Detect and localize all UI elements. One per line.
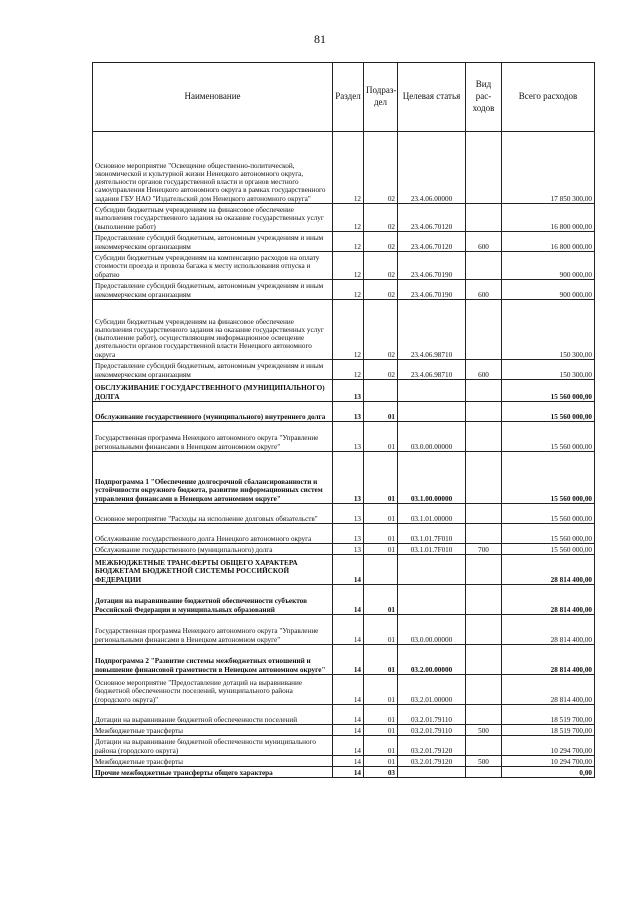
row-target-cell: 23.4.06.70120 (398, 232, 466, 252)
table-row (93, 544, 595, 555)
row-section-cell: 14 (333, 615, 364, 645)
row-expense-type-cell: 600 (466, 232, 502, 252)
row-total-cell: 15 560 000,00 (502, 402, 595, 422)
table-row (93, 524, 595, 544)
row-target-cell: 03.2.01.00000 (398, 675, 466, 705)
row-target-cell: 23.4.06.70190 (398, 252, 466, 280)
table-row (93, 675, 595, 705)
row-name-cell: Государственная программа Ненецкого автономного округа "Управление региональными финансами в Ненецком автономном округе" (93, 615, 333, 645)
row-expense-type-cell (466, 300, 502, 360)
row-subsection-cell: 02 (364, 232, 398, 252)
row-section-cell: 14 (333, 585, 364, 615)
row-name-cell: Дотации на выравнивание бюджетной обеспеченности поселений (93, 705, 333, 725)
row-total-cell: 15 560 000,00 (502, 380, 595, 402)
table-row (93, 585, 595, 615)
row-section-cell: 13 (333, 452, 364, 504)
row-expense-type-cell: 600 (466, 360, 502, 380)
row-expense-type-cell (466, 452, 502, 504)
row-target-cell (398, 555, 466, 585)
row-target-cell: 03.2.01.79120 (398, 756, 466, 767)
row-target-cell: 23.4.06.00000 (398, 132, 466, 204)
row-target-cell: 03.2.01.79110 (398, 725, 466, 736)
header-subsection: Подраз-дел (364, 63, 398, 132)
row-total-cell: 18 519 700,00 (502, 705, 595, 725)
header-expense-type: Вид рас-ходов (466, 63, 502, 132)
row-section-cell: 12 (333, 204, 364, 232)
row-total-cell: 10 294 700,00 (502, 736, 595, 756)
row-subsection-cell: 01 (364, 725, 398, 736)
row-subsection-cell: 01 (364, 402, 398, 422)
row-total-cell: 900 000,00 (502, 280, 595, 300)
row-section-cell: 14 (333, 767, 364, 778)
row-section-cell: 13 (333, 380, 364, 402)
row-expense-type-cell (466, 524, 502, 544)
row-total-cell: 15 560 000,00 (502, 452, 595, 504)
row-total-cell: 15 560 000,00 (502, 524, 595, 544)
row-target-cell: 03.2.01.79110 (398, 705, 466, 725)
row-expense-type-cell (466, 422, 502, 452)
row-expense-type-cell (466, 767, 502, 778)
row-expense-type-cell (466, 705, 502, 725)
row-name-cell: Субсидии бюджетным учреждениям на компенсацию расходов на оплату стоимости проезда и провоза багажа к месту использования отпуска и обратно (93, 252, 333, 280)
row-name-cell: Обслуживание государственного (муниципального) внутреннего долга (93, 402, 333, 422)
row-section-cell: 14 (333, 756, 364, 767)
row-subsection-cell: 01 (364, 615, 398, 645)
row-name-cell: Обслуживание государственного долга Ненецкого автономного округа (93, 524, 333, 544)
row-section-cell: 13 (333, 544, 364, 555)
row-expense-type-cell (466, 380, 502, 402)
row-name-cell: Обслуживание государственного (муниципального) долга (93, 544, 333, 555)
row-total-cell: 28 814 400,00 (502, 555, 595, 585)
row-section-cell: 14 (333, 705, 364, 725)
row-target-cell (398, 402, 466, 422)
row-section-cell: 14 (333, 555, 364, 585)
row-expense-type-cell: 500 (466, 725, 502, 736)
row-section-cell: 14 (333, 725, 364, 736)
row-total-cell: 16 800 000,00 (502, 232, 595, 252)
row-target-cell: 03.0.00.00000 (398, 615, 466, 645)
row-subsection-cell: 02 (364, 204, 398, 232)
row-section-cell: 12 (333, 360, 364, 380)
row-target-cell: 23.4.06.70190 (398, 280, 466, 300)
table-row (93, 705, 595, 725)
table-row (93, 360, 595, 380)
row-section-cell: 14 (333, 736, 364, 756)
table-row (93, 300, 595, 360)
row-subsection-cell: 02 (364, 280, 398, 300)
row-total-cell: 28 814 400,00 (502, 675, 595, 705)
row-expense-type-cell (466, 736, 502, 756)
row-expense-type-cell (466, 675, 502, 705)
table-row (93, 422, 595, 452)
row-expense-type-cell (466, 204, 502, 232)
row-total-cell: 15 560 000,00 (502, 544, 595, 555)
table-row (93, 232, 595, 252)
row-total-cell: 0,00 (502, 767, 595, 778)
row-subsection-cell: 02 (364, 252, 398, 280)
row-target-cell: 03.1.00.00000 (398, 452, 466, 504)
row-section-cell: 13 (333, 524, 364, 544)
row-subsection-cell: 01 (364, 756, 398, 767)
row-name-cell: Предоставление субсидий бюджетным, автономным учреждениям и иным некоммерческим организациям (93, 232, 333, 252)
row-section-cell: 13 (333, 422, 364, 452)
row-subsection-cell: 01 (364, 736, 398, 756)
row-total-cell: 18 519 700,00 (502, 725, 595, 736)
row-expense-type-cell (466, 615, 502, 645)
row-section-cell: 12 (333, 132, 364, 204)
row-subsection-cell: 01 (364, 544, 398, 555)
row-name-cell: Основное мероприятие "Предоставление дотаций на выравнивание бюджетной обеспеченности поселений, муниципального района (городского округа)" (93, 675, 333, 705)
row-name-cell: ОБСЛУЖИВАНИЕ ГОСУДАРСТВЕННОГО (МУНИЦИПАЛЬНОГО) ДОЛГА (93, 380, 333, 402)
table-row (93, 615, 595, 645)
row-total-cell: 150 300,00 (502, 360, 595, 380)
row-name-cell: Подпрограмма 2 "Развитие системы межбюджетных отношений и повышение финансовой грамотности в Ненецком автономном округе" (93, 645, 333, 675)
row-target-cell: 03.1.01.7F010 (398, 544, 466, 555)
row-target-cell: 03.2.01.79120 (398, 736, 466, 756)
row-total-cell: 16 800 000,00 (502, 204, 595, 232)
table-row (93, 252, 595, 280)
row-total-cell: 15 560 000,00 (502, 422, 595, 452)
row-total-cell: 15 560 000,00 (502, 504, 595, 524)
row-expense-type-cell: 600 (466, 280, 502, 300)
row-target-cell: 03.2.00.00000 (398, 645, 466, 675)
header-name: Наименование (93, 63, 333, 132)
row-expense-type-cell: 500 (466, 756, 502, 767)
row-name-cell: Дотации на выравнивание бюджетной обеспеченности субъектов Российской Федерации и муниципальных образований (93, 585, 333, 615)
row-total-cell: 28 814 400,00 (502, 585, 595, 615)
row-subsection-cell: 01 (364, 524, 398, 544)
row-target-cell: 03.1.01.00000 (398, 504, 466, 524)
row-name-cell: Субсидии бюджетным учреждениям на финансовое обеспечение выполнения государственного задания на оказание государственных услуг (выполнение работ), осуществляющим информационное освещение деятельности органов государственной власти Ненецкого автономного округа (93, 300, 333, 360)
table-row (93, 280, 595, 300)
row-section-cell: 13 (333, 504, 364, 524)
row-target-cell: 03.1.01.7F010 (398, 524, 466, 544)
header-section: Раздел (333, 63, 364, 132)
row-subsection-cell (364, 555, 398, 585)
row-target-cell: 23.4.06.98710 (398, 300, 466, 360)
row-subsection-cell: 01 (364, 422, 398, 452)
row-subsection-cell: 02 (364, 300, 398, 360)
row-section-cell: 14 (333, 645, 364, 675)
header-target: Целевая статья (398, 63, 466, 132)
table-row (93, 645, 595, 675)
row-name-cell: Дотации на выравнивание бюджетной обеспеченности муниципального района (городского округа) (93, 736, 333, 756)
table-row (93, 380, 595, 402)
row-total-cell: 150 300,00 (502, 300, 595, 360)
row-section-cell: 13 (333, 402, 364, 422)
row-subsection-cell: 02 (364, 132, 398, 204)
row-name-cell: Прочие межбюджетные трансферты общего характера (93, 767, 333, 778)
row-total-cell: 17 850 300,00 (502, 132, 595, 204)
budget-table (92, 62, 595, 778)
row-target-cell (398, 585, 466, 615)
row-expense-type-cell (466, 555, 502, 585)
table-row (93, 736, 595, 756)
row-total-cell: 10 294 700,00 (502, 756, 595, 767)
table-row (93, 452, 595, 504)
table-header-row (93, 63, 595, 132)
row-subsection-cell (364, 380, 398, 402)
row-section-cell: 12 (333, 252, 364, 280)
row-name-cell: Основное мероприятие "Расходы на исполнение долговых обязательств" (93, 504, 333, 524)
row-subsection-cell: 01 (364, 452, 398, 504)
table-row (93, 204, 595, 232)
row-section-cell: 12 (333, 300, 364, 360)
row-expense-type-cell (466, 585, 502, 615)
table-row (93, 132, 595, 204)
row-name-cell: МЕЖБЮДЖЕТНЫЕ ТРАНСФЕРТЫ ОБЩЕГО ХАРАКТЕРА БЮДЖЕТАМ БЮДЖЕТНОЙ СИСТЕМЫ РОССИЙСКОЙ ФЕДЕРАЦИИ (93, 555, 333, 585)
row-expense-type-cell (466, 252, 502, 280)
header-total: Всего расходов (502, 63, 595, 132)
row-expense-type-cell (466, 132, 502, 204)
row-expense-type-cell (466, 645, 502, 675)
row-subsection-cell: 01 (364, 585, 398, 615)
row-name-cell: Предоставление субсидий бюджетным, автономным учреждениям и иным некоммерческим организациям (93, 280, 333, 300)
row-subsection-cell: 01 (364, 645, 398, 675)
row-name-cell: Основное мероприятие "Освещение общественно-политической, экономической и культурной жизни Ненецкого автономного округа, деятельности органов государственной власти и органов местного самоуправления Ненецкого автономного округа в рамках государственного задания ГБУ НАО "Издательский дом Ненецкого автономного округа" (93, 132, 333, 204)
row-expense-type-cell (466, 504, 502, 524)
row-total-cell: 900 000,00 (502, 252, 595, 280)
row-section-cell: 14 (333, 675, 364, 705)
row-subsection-cell: 01 (364, 675, 398, 705)
row-target-cell (398, 380, 466, 402)
table-row (93, 725, 595, 736)
row-subsection-cell: 02 (364, 360, 398, 380)
table-row (93, 555, 595, 585)
row-expense-type-cell (466, 402, 502, 422)
table-row (93, 402, 595, 422)
row-target-cell: 23.4.06.70120 (398, 204, 466, 232)
row-name-cell: Подпрограмма 1 "Обеспечение долгосрочной сбалансированности и устойчивости окружного бюджета, развитие информационных систем управления финансами в Ненецком автономном округе" (93, 452, 333, 504)
table-row (93, 756, 595, 767)
table-row (93, 767, 595, 778)
row-subsection-cell: 01 (364, 705, 398, 725)
row-total-cell: 28 814 400,00 (502, 645, 595, 675)
row-target-cell: 23.4.06.98710 (398, 360, 466, 380)
row-subsection-cell: 03 (364, 767, 398, 778)
row-subsection-cell: 01 (364, 504, 398, 524)
row-section-cell: 12 (333, 232, 364, 252)
row-target-cell (398, 767, 466, 778)
table-row (93, 504, 595, 524)
row-section-cell: 12 (333, 280, 364, 300)
row-total-cell: 28 814 400,00 (502, 615, 595, 645)
row-name-cell: Межбюджетные трансферты (93, 725, 333, 736)
page-number: 81 (314, 32, 326, 46)
row-name-cell: Субсидии бюджетным учреждениям на финансовое обеспечение выполнения государственного задания на оказание государственных услуг (выполнение работ) (93, 204, 333, 232)
row-expense-type-cell: 700 (466, 544, 502, 555)
row-name-cell: Предоставление субсидий бюджетным, автономным учреждениям и иным некоммерческим организациям (93, 360, 333, 380)
row-target-cell: 03.0.00.00000 (398, 422, 466, 452)
row-name-cell: Государственная программа Ненецкого автономного округа "Управление региональными финансами в Ненецком автономном округе" (93, 422, 333, 452)
row-name-cell: Межбюджетные трансферты (93, 756, 333, 767)
